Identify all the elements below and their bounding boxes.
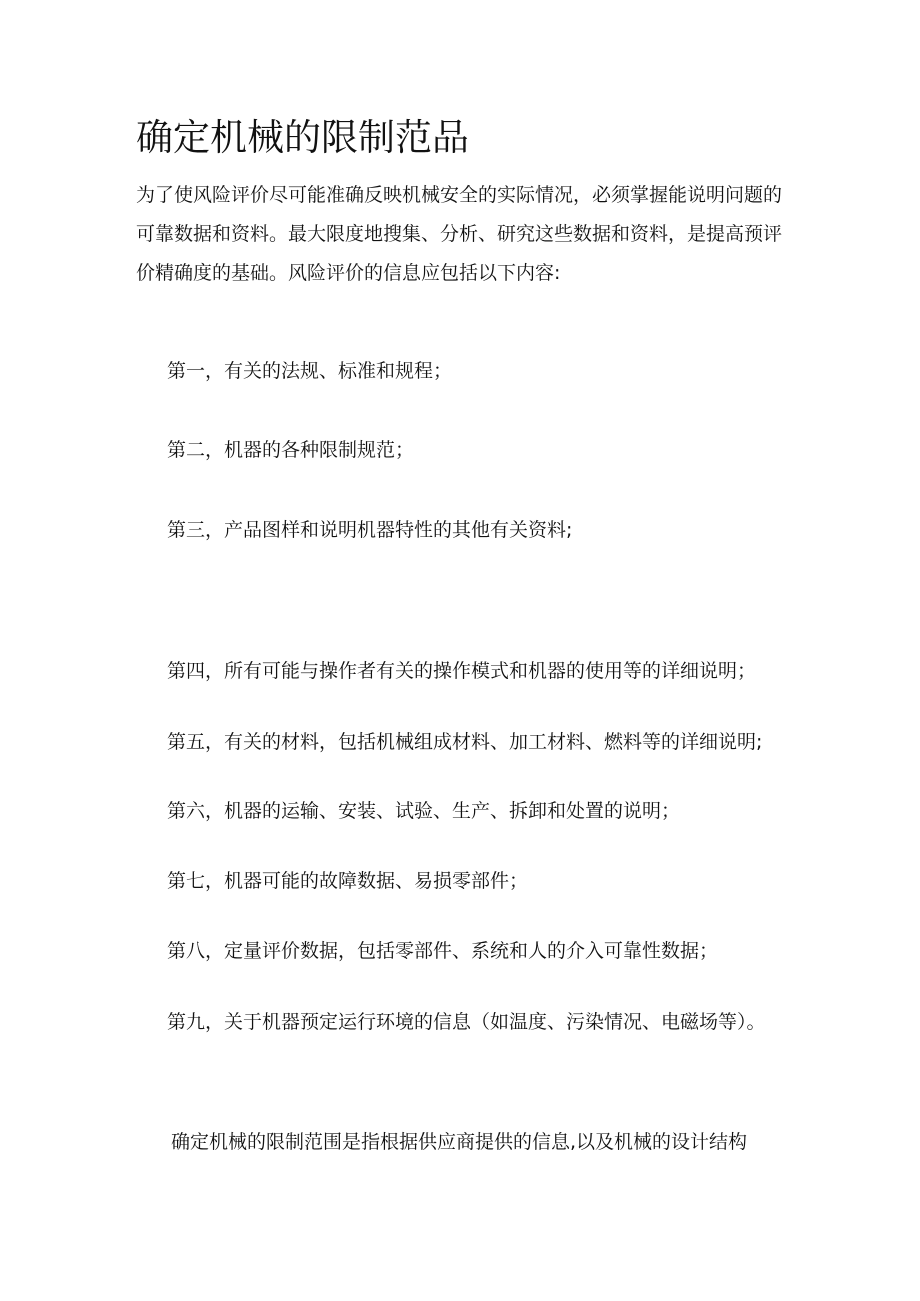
list-item-4: 第四，所有可能与操作者有关的操作模式和机器的使用等的详细说明； — [167, 660, 757, 682]
closing-paragraph: 确定机械的限制范围是指根据供应商提供的信息,以及机械的设计结构 — [171, 1131, 748, 1153]
list-item-6: 第六，机器的运输、安装、试验、生产、拆卸和处置的说明； — [167, 800, 681, 822]
list-item-8: 第八，定量评价数据，包括零部件、系统和人的介入可靠性数据； — [167, 940, 719, 962]
list-item-3: 第三，产品图样和说明机器特性的其他有关资料; — [167, 519, 573, 541]
page-title: 确定机械的限制范品 — [136, 116, 469, 159]
list-item-2: 第二，机器的各种限制规范； — [167, 439, 415, 461]
list-item-7: 第七，机器可能的故障数据、易损零部件； — [167, 870, 529, 892]
intro-paragraph: 为了使风险评价尽可能准确反映机械安全的实际情况，必须掌握能说明问题的可靠数据和资料。最大限度地搜集、分析、研究这些数据和资料，是提高预评价精确度的基础。风险评价的信息应包括以下内容: — [136, 184, 783, 284]
list-item-9: 第九，关于机器预定运行环境的信息（如温度、污染情况、电磁场等）。 — [167, 1011, 766, 1033]
list-item-1: 第一，有关的法规、标准和规程； — [167, 360, 453, 382]
list-item-5: 第五，有关的材料，包括机械组成材料、加工材料、燃料等的详细说明; — [167, 731, 763, 753]
